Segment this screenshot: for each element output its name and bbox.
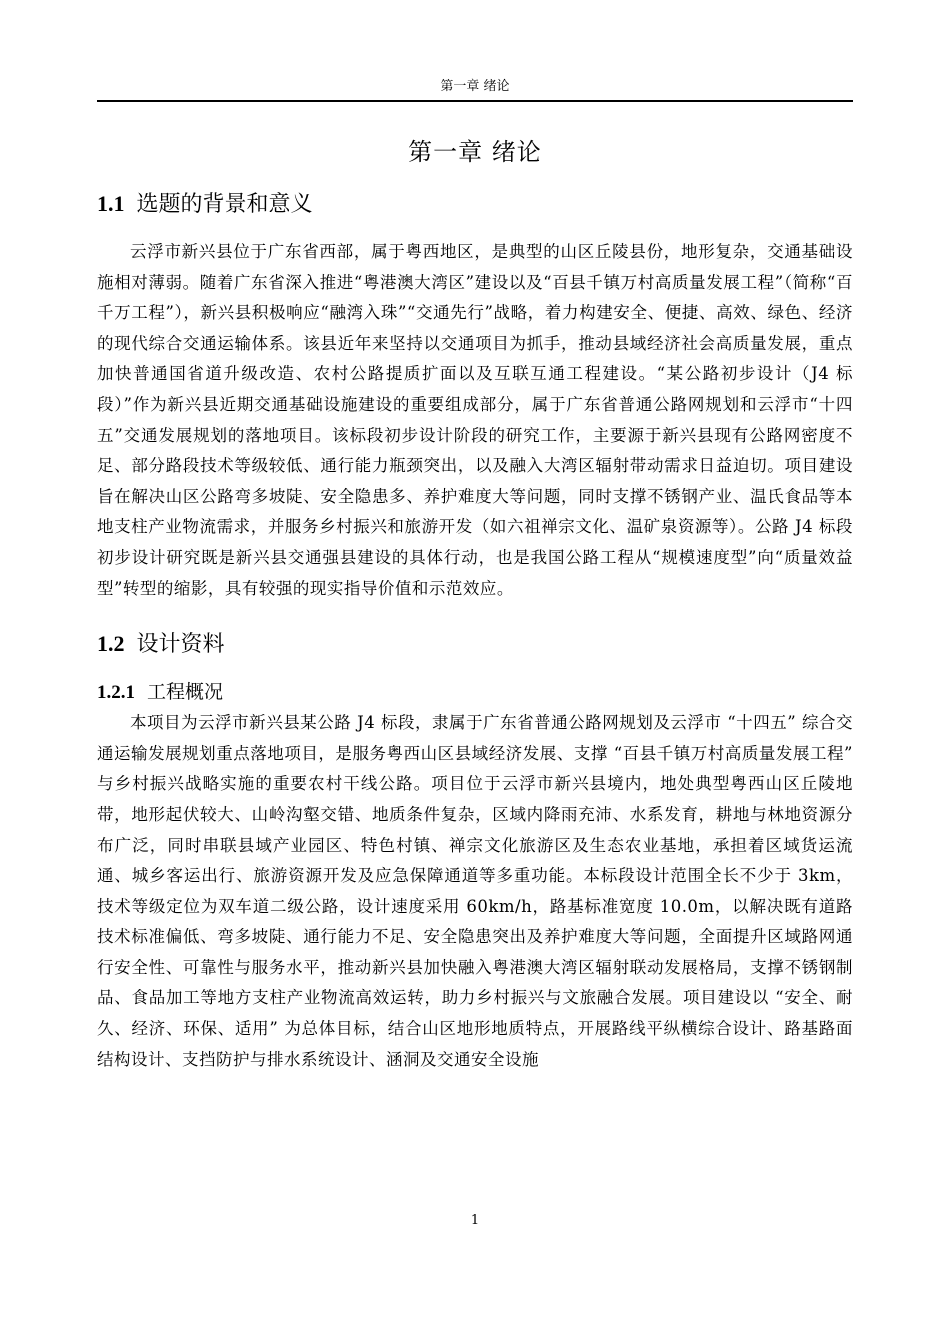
- page-content: [97, 130, 853, 1075]
- background-paragraph: 云浮市新兴县位于广东省西部，属于粤西地区，是典型的山区丘陵县份，地形复杂，交通基础设施相对薄弱。随着广东省深入推进“粤港澳大湾区”建设以及“百县千镇万村高质量发展工程”（简称“百千万工程”），新兴县积极响应“融湾入珠”“交通先行”战略，着力构建安全、便捷、高效、绿色、经济的现代综合交通运输体系。该县近年来坚持以交通项目为抓手，推动县域经济社会高质量发展，重点加快普通国省道升级改造、农村公路提质扩面以及互联互通工程建设。“某公路初步设计（J4 标段）”作为新兴县近期交通基础设施建设的重要组成部分，属于广东省普通公路网规划和云浮市“十四五”交通发展规划的落地项目。该标段初步设计阶段的研究工作，主要源于新兴县现有公路网密度不足、部分路段技术等级较低、通行能力瓶颈突出，以及融入大湾区辐射带动需求日益迫切。项目建设旨在解决山区公路弯多坡陡、安全隐患多、养护难度大等问题，同时支撑不锈钢产业、温氏食品等本地支柱产业物流需求，并服务乡村振兴和旅游开发（如六祖禅宗文化、温矿泉资源等）。公路 J4 标段初步设计研究既是新兴县交通强县建设的具体行动，也是我国公路工程从“规模速度型”向“质量效益型”转型的缩影，具有较强的现实指导价值和示范效应。: [97, 242, 853, 598]
- section-heading-1-2: [97, 626, 853, 663]
- section-title: 设计资料: [136, 632, 225, 658]
- project-overview-paragraph: 本项目为云浮市新兴县某公路 J4 标段，隶属于广东省普通公路网规划及云浮市 “十四五” 综合交通运输发展规划重点落地项目，是服务粤西山区县域经济发展、支撑 “百县千镇万村高质量发展工程” 与乡村振兴战略实施的重要农村干线公路。项目位于云浮市新兴县境内，地处典型粤西山区丘陵地带，地形起伏较大、山岭沟壑交错、地质条件复杂，区域内降雨充沛、水系发育，耕地与林地资源分布广泛，同时串联县域产业园区、特色村镇、禅宗文化旅游区及生态农业基地，承担着区域货运流通、城乡客运出行、旅游资源开发及应急保障通道等多重功能。本标段设计范围全长不少于 3km，技术等级定位为双车道二级公路，设计速度采用 60km/h，路基标准宽度 10.0m，以解决既有道路技术标准偏低、弯多坡陡、通行能力不足、安全隐患突出及养护难度大等问题，全面提升区域路网通行安全性、可靠性与服务水平，推动新兴县加快融入粤港澳大湾区辐射联动发展格局，支撑不锈钢制品、食品加工等地方支柱产业物流高效运转，助力乡村振兴与文旅融合发展。项目建设以 “安全、耐久、经济、环保、适用” 为总体目标，结合山区地形地质特点，开展路线平纵横综合设计、路基路面结构设计、支挡防护与排水系统设计、涵洞及交通安全设施: [97, 713, 853, 1069]
- subsection-number: 1.2.1: [97, 682, 135, 704]
- section-number: 1.1: [97, 191, 125, 216]
- section-number: 1.2: [97, 631, 125, 657]
- section-heading-1-1: [97, 186, 853, 223]
- section-title: 选题的背景和意义: [136, 192, 313, 217]
- page-number: 1: [470, 1213, 480, 1228]
- running-header: 第一章 绪论: [440, 79, 510, 94]
- chapter-title: 第一章 绪论: [408, 138, 542, 166]
- subsection-title: 工程概况: [147, 681, 224, 704]
- header-rule: [97, 100, 853, 102]
- subsection-heading-1-2-1: [97, 677, 853, 708]
